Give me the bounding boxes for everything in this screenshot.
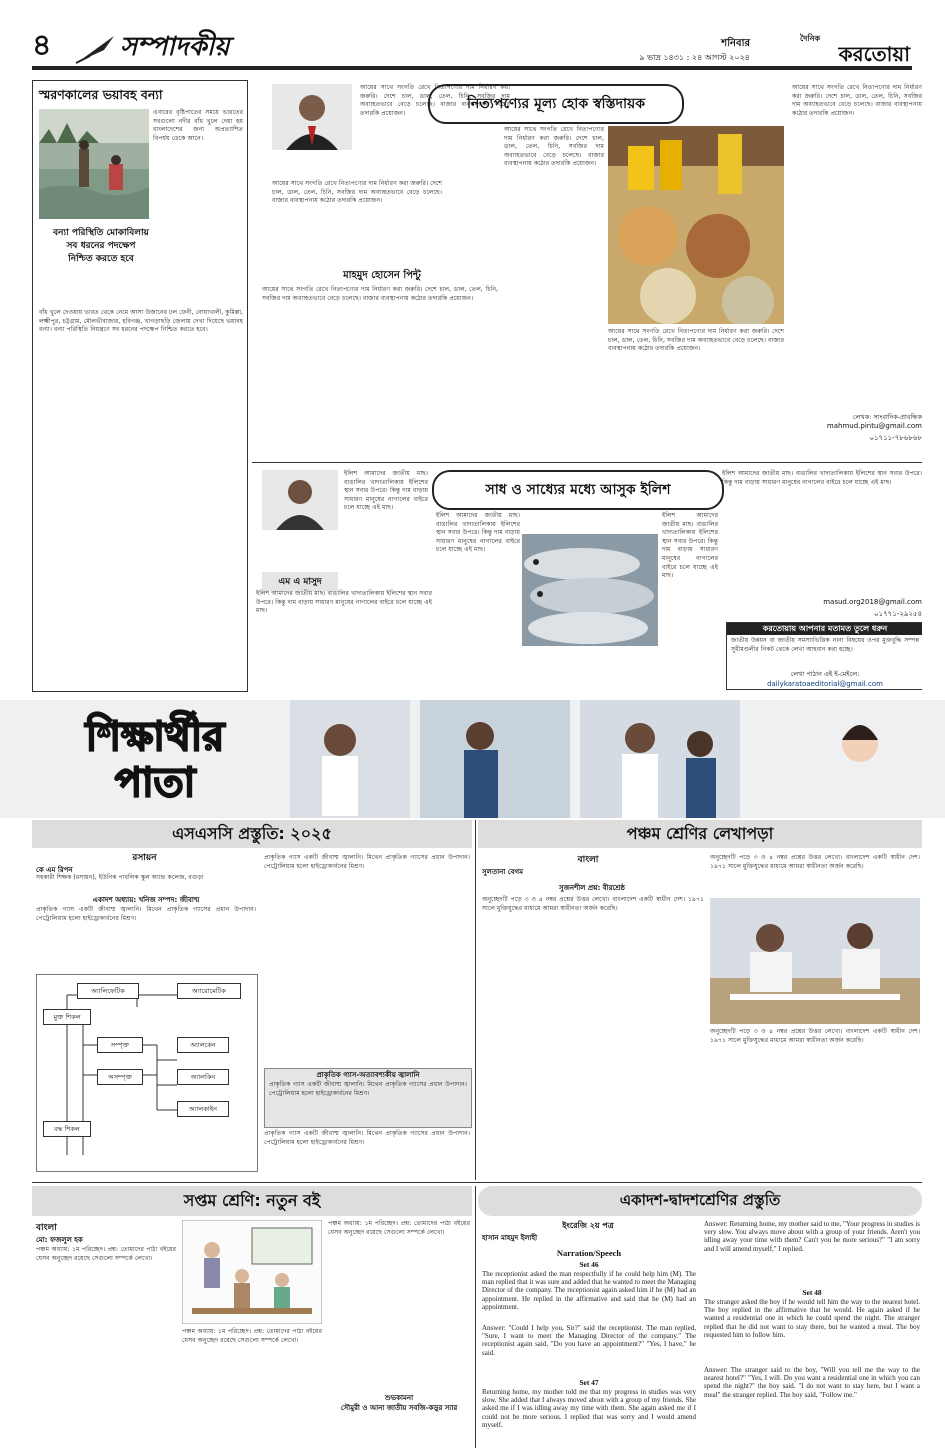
- class7-greeting-label: শুভকামনা: [384, 1394, 414, 1402]
- students-exam-photo: [710, 898, 920, 1024]
- ssc-body-left: প্রাকৃতিক গ্যাস একটি জীবাশ্ম জ্বালানি। মিথেন প্রাকৃতিক গ্যাসের প্রধান উপাদান। পেট্রোলিয়াম হলো হাইড্রোকার্বনের মিশ্রণ।: [36, 906, 256, 922]
- article2-phone: ০১৭৭১-২৯২৫৪: [874, 610, 922, 618]
- divider-edu-horizontal: [32, 1182, 922, 1183]
- education-banner: [0, 700, 945, 818]
- day-label: শনিবার: [721, 38, 750, 49]
- diagram-node-closed-chain: বদ্ধ শিকল: [43, 1121, 91, 1137]
- class11-subject: ইংরেজি ২য় পত্র: [562, 1221, 614, 1230]
- editorial-headline: স্মরণকালের ভয়াবহ বন্যা: [39, 87, 163, 102]
- article2-author: এম এ মাসুদ: [262, 572, 338, 591]
- market-photo: [608, 126, 784, 324]
- class5-subject: বাংলা: [577, 855, 599, 865]
- ssc-title: এসএসসি প্রস্তুতি: ২০২৫: [32, 820, 472, 848]
- article2-col2: ইলিশ আমাদের জাতীয় মাছ। বাঙালির খাদ্যতালিকায় ইলিশের স্থান সবার উপরে। কিন্তু দাম বাড়ায় সাধারণ মানুষের নাগালের বাইরে চলে যাচ্ছে এই মাছ।: [436, 512, 520, 554]
- article2-col1: ইলিশ আমাদের জাতীয় মাছ। বাঙালির খাদ্যতালিকায় ইলিশের স্থান সবার উপরে। কিন্তু দাম বাড়ায় সাধারণ মানুষের নাগালের বাইরে চলে যাচ্ছে এই মাছ।: [256, 590, 432, 615]
- article2-intro: ইলিশ আমাদের জাতীয় মাছ। বাঙালির খাদ্যতালিকায় ইলিশের স্থান সবার উপরে। কিন্তু দাম বাড়ায় সাধারণ মানুষের নাগালের বাইরে চলে যাচ্ছে এই মাছ।: [344, 470, 428, 512]
- diagram-node-alkene: অ্যালকিন: [177, 1069, 229, 1085]
- article1-col1: আয়ের সাথে সংগতি রেখে নিত্যপণ্যের দাম নির্ধারণ করা জরুরি। দেশে চাল, ডাল, তেল, চিনি, সবজির দাম অব্যাহতভাবে বেড়ে চলেছে। বাজার ব্যবস্থাপনায় কঠোর তদারকি প্রয়োজন।: [272, 180, 442, 205]
- masthead: [0, 0, 945, 78]
- banner-title: শিক্ষার্থীর পাতা: [85, 714, 225, 806]
- page-number: ৪: [32, 28, 52, 63]
- ssc-author-detail: সহকারী শিক্ষক (রসায়ন), ইউনিক পাবলিক স্কুল অ্যান্ড কলেজ, বগুড়া: [36, 874, 204, 881]
- set46-answer: Answer: "Could I help you, Sir?" said the receptionist. The man replied, "Sure, I want to meet the Managing Director of the company." The receptionist again said, "Do you have an appointment?" "Yes, I have," he said.: [482, 1324, 696, 1357]
- article2-headline: সাধ ও সাধ্যের মধ্যে আসুক ইলিশ: [432, 470, 724, 510]
- class-illustration: [182, 1220, 322, 1324]
- fact-box-body: প্রাকৃতিক গ্যাস একটি জীবাশ্ম জ্বালানি। মিথেন প্রাকৃতিক গ্যাসের প্রধান উপাদান। পেট্রোলিয়াম হলো হাইড্রোকার্বনের মিশ্রণ।: [269, 1081, 467, 1097]
- author-photo-pintu: [272, 84, 352, 150]
- set46-label: Set 46: [579, 1260, 599, 1269]
- article1-email: mahmud.pintu@gmail.com: [826, 422, 922, 430]
- set47-text: Returning home, my mother told me that my progress in studies was very slow. She added that I always moved about with a group of my friends. She asked me if I was idling away my time with them. She again asked me if I could not be more serious. I replied that was sorry and I would amend myself.: [482, 1388, 696, 1429]
- article1-col5: আয়ের সাথে সংগতি রেখে নিত্যপণ্যের দাম নির্ধারণ করা জরুরি। দেশে চাল, ডাল, তেল, চিনি, সবজির দাম অব্যাহতভাবে বেড়ে চলেছে। বাজার ব্যবস্থাপনায় কঠোর তদারকি প্রয়োজন।: [792, 84, 922, 117]
- ssc-body-bottom: প্রাকৃতিক গ্যাস একটি জীবাশ্ম জ্বালানি। মিথেন প্রাকৃতিক গ্যাসের প্রধান উপাদান। পেট্রোলিয়াম হলো হাইড্রোকার্বনের মিশ্রণ।: [264, 1130, 470, 1146]
- article1-col4: আয়ের সাথে সংগতি রেখে নিত্যপণ্যের দাম নির্ধারণ করা জরুরি। দেশে চাল, ডাল, তেল, চিনি, সবজির দাম অব্যাহতভাবে বেড়ে চলেছে। বাজার ব্যবস্থাপনায় কঠোর তদারকি প্রয়োজন।: [608, 328, 784, 353]
- author-photo-masud: [262, 470, 338, 530]
- ssc-body-right: প্রাকৃতিক গ্যাস একটি জীবাশ্ম জ্বালানি। মিথেন প্রাকৃতিক গ্যাসের প্রধান উপাদান। পেট্রোলিয়াম হলো হাইড্রোকার্বনের মিশ্রণ।: [264, 854, 470, 870]
- quill-icon: [74, 32, 118, 64]
- article1-headline: নিত্যপণ্যের মূল্য হোক স্বস্তিদায়ক: [428, 84, 684, 124]
- class7-title: সপ্তম শ্রেণি: নতুন বই: [32, 1186, 472, 1216]
- set48-answer: Answer: The stranger said to the boy, "Will you tell me the way to the nearest hotel?" "Yes, I will. Do you want a residential one in which you can spend the night?" the boy said. "I do not want to stay here, but I want a meal" the stranger replied. The boy said, "Follow me.": [704, 1366, 920, 1399]
- ssc-chapter: একাদশ অধ্যায়: খনিজ সম্পদ: জীবাশ্ম: [92, 896, 200, 904]
- editorial-body-top: এবারের বৃষ্টিপাতের সময়ে ভারতের সবগুলো নদীর বাঁধ খুলে দেয়া হয় বাংলাদেশের জন্য অপ্রত্যাশিত বিপর্যয় ডেকে আনে।: [153, 109, 243, 142]
- article2-col4: ইলিশ আমাদের জাতীয় মাছ। বাঙালির খাদ্যতালিকায় ইলিশের স্থান সবার উপরে। কিন্তু দাম বাড়ায় সাধারণ মানুষের নাগালের বাইরে চলে যাচ্ছে এই মাছ।: [722, 470, 922, 486]
- class11-author: হাসান মাহমুদ ইলাহী: [482, 1234, 538, 1242]
- notice-email-label: লেখা পাঠান এই ই-মেইলে:: [790, 670, 860, 678]
- class5-body-right: অনুচ্ছেদটি পড়ে ৩ ও ৪ নম্বর প্রশ্নের উত্তর লেখো। বাংলাদেশ একটি স্বাধীন দেশ। ১৯৭১ সালে মুক্তিযুদ্ধের মাধ্যমে আমরা স্বাধীনতা অর্জন করেছি।: [710, 1028, 920, 1044]
- class7-body-right: পঞ্চম অধ্যায়: ১ম পরিচ্ছেদ। প্রশ্ন: তোমাদের পাঠ্য বইয়ের যেসব অনুচ্ছেদ রয়েছে সেগুলো সম্পর্কে লেখো।: [328, 1220, 470, 1236]
- ssc-subject: রসায়ন: [132, 853, 157, 863]
- diagram-node-aromatic: অ্যারোমেটিক: [177, 983, 241, 999]
- notice-title: করতোয়ায় আপনার মতামত তুলে ধরুন: [727, 623, 922, 635]
- paper-name: করতোয়া: [838, 42, 910, 66]
- pull-quote: বন্যা পরিস্থিতি মোকাবিলায় সব ধরনের পদক্ষেপ নিশ্চিত করতে হবে: [53, 228, 149, 264]
- class7-section: [32, 1186, 472, 1448]
- class7-body-left: পঞ্চম অধ্যায়: ১ম পরিচ্ছেদ। প্রশ্ন: তোমাদের পাঠ্য বইয়ের যেসব অনুচ্ছেদ রয়েছে সেগুলো সম্পর্কে লেখো।: [36, 1246, 176, 1262]
- set47-label: Set 47: [579, 1378, 599, 1387]
- ssc-fact-box: [264, 1068, 472, 1128]
- set47-answer: Answer: Returning home, my mother said to me, "Your progress in studies is very slow. You always move about with a group of your friends. Aren't you idling away your time with them? Can't you be more serious?" "I am sorry and I will amend myself," I replied.: [704, 1220, 920, 1253]
- class5-chapter: সুজনশীল প্রশ্ন: বীরশ্রেষ্ঠ: [559, 884, 625, 892]
- ssc-section: [32, 820, 472, 1180]
- article-prices: [252, 80, 922, 460]
- class7-author: মো: ফজলুল হক: [36, 1236, 83, 1244]
- ssc-author: কে এম রিপন: [36, 866, 73, 874]
- divider-edu-vertical-top: [475, 820, 476, 1180]
- notice-email: dailykaratoaeditorial@gmail.com: [767, 680, 883, 688]
- class11-topic: Narration/Speech: [556, 1248, 622, 1258]
- diagram-node-alkyne: অ্যালকাইন: [177, 1101, 229, 1117]
- class7-subject: বাংলা: [36, 1223, 57, 1233]
- class5-author: সুলতানা বেগম: [482, 868, 523, 876]
- class5-section: [478, 820, 922, 1180]
- opinion-notice: [726, 622, 922, 690]
- article-hilsa: [252, 466, 922, 692]
- set46-text: The receptionist asked the man respectfully if he could help him (M). The man replied that it was sure and added that he wanted to meet the Managing Director of the company. The receptionist again asked him if he (M) had an appointment. He replied in the affirmative and said that he (M) had an appointment.: [482, 1270, 696, 1311]
- article1-col2: আয়ের সাথে সংগতি রেখে নিত্যপণ্যের দাম নির্ধারণ করা জরুরি। দেশে চাল, ডাল, তেল, চিনি, সবজির দাম অব্যাহতভাবে বেড়ে চলেছে। বাজার ব্যবস্থাপনায় কঠোর তদারকি প্রয়োজন।: [262, 286, 498, 302]
- article1-phone: ০১৭১১-৭৮৬৮৬৮: [869, 434, 922, 442]
- class11-section: [478, 1186, 922, 1448]
- class11-title: একাদশ-দ্বাদশশ্রেণির প্রস্তুতি: [478, 1186, 922, 1216]
- class5-body-right-top: অনুচ্ছেদটি পড়ে ৩ ও ৪ নম্বর প্রশ্নের উত্তর লেখো। বাংলাদেশ একটি স্বাধীন দেশ। ১৯৭১ সালে মুক্তিযুদ্ধের মাধ্যমে আমরা স্বাধীনতা অর্জন করেছি।: [710, 854, 920, 870]
- article2-col3: ইলিশ আমাদের জাতীয় মাছ। বাঙালির খাদ্যতালিকায় ইলিশের স্থান সবার উপরে। কিন্তু দাম বাড়ায় সাধারণ মানুষের নাগালের বাইরে চলে যাচ্ছে এই মাছ।: [662, 512, 718, 580]
- divider-articles: [252, 462, 922, 463]
- diagram-node-aliphatic: অ্যালিফেটিক: [77, 983, 139, 999]
- set48-text: The stranger asked the boy if he would tell him the way to the nearest hotel. The boy replied in the affirmative that he would. He again asked if he wanted a residential one in which he could spend the night. The stranger replied that he did not want to stay there, but he wanted a meal. The boy requested him to follow him.: [704, 1298, 920, 1339]
- hilsa-photo: [522, 534, 658, 646]
- editorial-body: বাঁধ খুলে দেওয়ায় ভারত থেকে নেমে আসা উজানের ঢল ফেনী, নোয়াখালী, কুমিল্লা, লক্ষ্মীপুর, চট্টগ্রাম, মৌলভীবাজার, হবিগঞ্জ, খাগড়াছড়ি জেলায় দেখা দিয়েছে ভয়াবহ বন্যা। বন্যা পরিস্থিতি নিয়ন্ত্রণে সব ধরনের পদক্ষেপ নিশ্চিত করতে হবে।: [39, 309, 243, 334]
- class5-title: পঞ্চম শ্রেণির লেখাপড়া: [478, 820, 922, 848]
- date-label: ৯ ভাদ্র ১৪৩১ : ২৪ আগস্ট ২০২৪: [639, 53, 750, 62]
- diagram-node-alkane: অ্যালকেন: [177, 1037, 229, 1053]
- paper-prefix: দৈনিক: [800, 34, 821, 43]
- diagram-node-saturated: সম্পৃক্ত: [97, 1037, 143, 1053]
- article1-intro: আয়ের সাথে সংগতি রেখে নিত্যপণ্যের দাম নির্ধারণ করা জরুরি। দেশে চাল, ডাল, তেল, চিনি, সবজির দাম অব্যাহতভাবে বেড়ে চলেছে। বাজার ব্যবস্থাপনায় কঠোর তদারকি প্রয়োজন।: [360, 84, 510, 117]
- diagram-node-unsaturated: অসম্পৃক্ত: [97, 1069, 143, 1085]
- set48-label: Set 48: [802, 1288, 822, 1297]
- article1-col3: আয়ের সাথে সংগতি রেখে নিত্যপণ্যের দাম নির্ধারণ করা জরুরি। দেশে চাল, ডাল, তেল, চিনি, সবজির দাম অব্যাহতভাবে বেড়ে চলেছে। বাজার ব্যবস্থাপনায় কঠোর তদারকি প্রয়োজন।: [504, 126, 604, 168]
- section-title: সম্পাদকীয়: [120, 32, 230, 62]
- hydrocarbon-diagram: [36, 974, 258, 1172]
- flood-photo: [39, 109, 149, 219]
- article2-email: masud.org2018@gmail.com: [823, 598, 922, 606]
- article1-footer: লেখক: সাংবাদিক-প্রাবন্ধিক: [852, 413, 922, 421]
- class7-body-mid: পঞ্চম অধ্যায়: ১ম পরিচ্ছেদ। প্রশ্ন: তোমাদের পাঠ্য বইয়ের যেসব অনুচ্ছেদ রয়েছে সেগুলো সম্পর্কে লেখো।: [182, 1328, 322, 1344]
- editorial-left: [32, 80, 248, 692]
- class5-body-left: অনুচ্ছেদটি পড়ে ৩ ও ৪ নম্বর প্রশ্নের উত্তর লেখো। বাংলাদেশ একটি স্বাধীন দেশ। ১৯৭১ সালে মুক্তিযুদ্ধের মাধ্যমে আমরা স্বাধীনতা অর্জন করেছি।: [482, 896, 704, 912]
- class7-greeting: সৌমুরী ও আনা জাতীয় সবজি-কড়ুর স্যার: [340, 1404, 458, 1412]
- notice-body: জাতীয় উন্নয়ন বা জাতীয় সমস্যাভিত্তিক নানা বিষয়ের ওপর মুক্তবুদ্ধি সম্পন্ন সুধীমণ্ডলীর নিকট থেকে লেখা আহবান করা হচ্ছে।: [731, 637, 919, 653]
- divider-edu-vertical-bottom: [475, 1186, 476, 1448]
- diagram-node-open-chain: মুক্ত শিকল: [43, 1009, 91, 1025]
- fact-box-title: প্রাকৃতিক গ্যাস-অত্যাবশ্যকীয় জ্বালানি: [316, 1071, 420, 1079]
- article1-author: মাহমুদ হোসেন পিন্টু: [343, 270, 421, 281]
